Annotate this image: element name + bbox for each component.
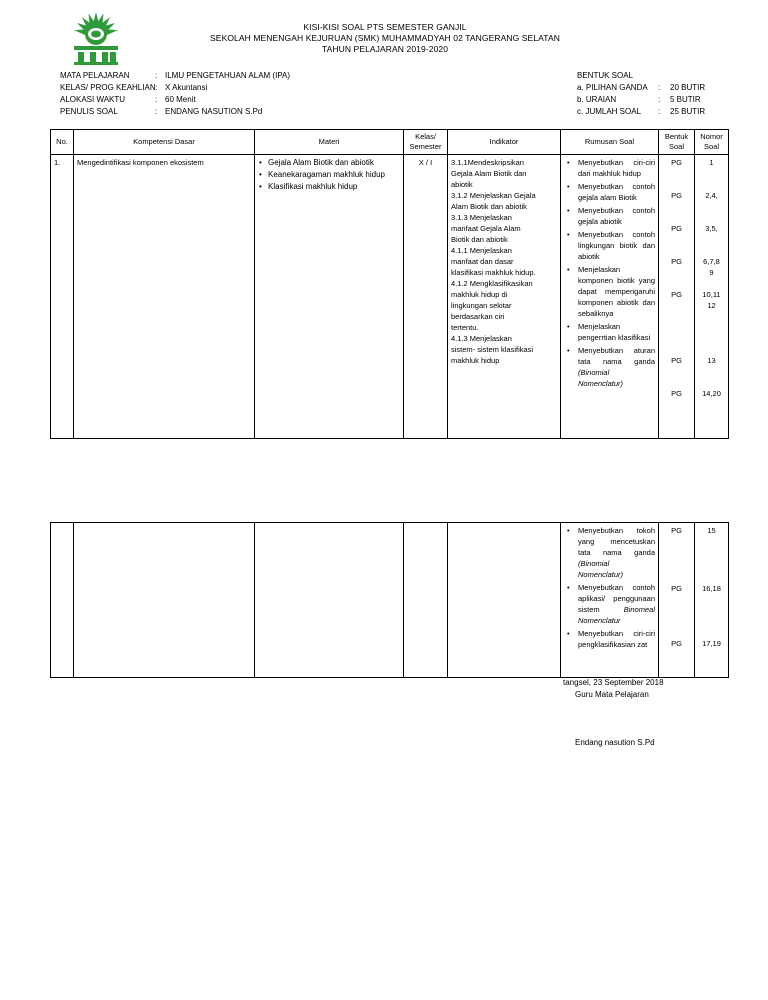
meta-value: 60 Menit: [165, 95, 196, 104]
nomor-value: 6,7,8: [703, 257, 720, 266]
list-item: • Menjelaskan pengerrtian klasifikasi: [578, 321, 655, 343]
meta-colon: :: [155, 107, 158, 116]
rumusan-italic: (Binomial Nomenclatur): [578, 559, 624, 579]
summary-title: BENTUK SOAL: [577, 71, 634, 80]
question-grid-table-continued: [50, 522, 729, 678]
meta-row: [60, 82, 290, 94]
list-item: • Menyebutkan ciri-ciri dari makhluk hidup: [578, 157, 655, 179]
bentuk-value: PG: [671, 191, 682, 200]
list-item: • Gejala Alam Biotik dan abiotik: [268, 157, 400, 169]
indikator-line: berdasarkan ciri: [451, 312, 505, 321]
indikator-line: manfaat Gejala Alam: [451, 224, 521, 233]
rumusan-italic: Binomeal Nomenclatur: [578, 605, 655, 625]
cell-indikator: [448, 155, 561, 439]
col-header-rumusan: Rumusan Soal: [561, 130, 659, 155]
summary-key: b. URAIAN: [577, 95, 617, 104]
meta-value: ENDANG NASUTION S.Pd: [165, 107, 263, 116]
meta-colon: :: [155, 95, 158, 104]
nomor-value: 10,11: [702, 290, 721, 299]
cell-materi: [255, 523, 404, 678]
nomor-value: 13: [707, 356, 716, 365]
school-logo: [60, 10, 132, 66]
materi-list: [258, 157, 400, 193]
bentuk-value: PG: [671, 290, 682, 299]
rumusan-list: [564, 157, 655, 389]
nomor-value: 15: [707, 526, 716, 535]
indikator-line: 4.1.2 Mengklasifikasikan: [451, 279, 533, 288]
col-header-indikator: Indikator: [448, 130, 561, 155]
meta-value: ILMU PENGETAHUAN ALAM (IPA): [165, 71, 291, 80]
document-header: [190, 22, 580, 55]
bentuk-value: PG: [671, 224, 682, 233]
cell-kelas: [404, 523, 448, 678]
nomor-value: 1: [709, 158, 714, 167]
col-header-kelas-2: Semester: [409, 142, 442, 151]
indikator-line: Gejala Alam Biotik dan: [451, 169, 527, 178]
summary-row: [577, 106, 705, 118]
meta-key: PENULIS SOAL: [60, 107, 118, 116]
indikator-line: 4.1.3 Menjelaskan: [451, 334, 512, 343]
signature-role: Guru Mata Pelajaran: [575, 690, 649, 699]
summary-value: 5 BUTIR: [670, 95, 701, 104]
cell-nomor: [695, 523, 729, 678]
indikator-line: 3.1.1Mendeskripsikan: [451, 158, 524, 167]
indikator-line: klasifikasi makhluk hidup.: [451, 268, 536, 277]
meta-colon: :: [155, 71, 158, 80]
bentuk-value: PG: [671, 257, 682, 266]
col-header-kd: Kompetensi Dasar: [74, 130, 255, 155]
col-header-kelas-1: Kelas/: [415, 132, 436, 141]
col-header-bentuk: [659, 130, 695, 155]
cell-bentuk: [659, 523, 695, 678]
indikator-line: Alam Biotik dan abiotik: [451, 202, 527, 211]
summary-colon: :: [658, 107, 661, 116]
col-header-materi: Materi: [255, 130, 404, 155]
bentuk-value: PG: [671, 389, 682, 398]
signature-place-date: tangsel, 23 September 2018: [563, 678, 664, 687]
bentuk-value: PG: [671, 356, 682, 365]
list-item: [578, 345, 655, 389]
bentuk-value: PG: [671, 584, 682, 593]
header-line-1: KISI-KISI SOAL PTS SEMESTER GANJIL: [303, 22, 467, 32]
col-header-no: No.: [51, 130, 74, 155]
indikator-line: makhluk hidup di: [451, 290, 508, 299]
list-item: • Menyebutkan contoh gejala alam Biotik: [578, 181, 655, 203]
indikator-line: 3.1.3 Menjelaskan: [451, 213, 512, 222]
list-item: • Menyebutkan contoh gejala abiotik: [578, 205, 655, 227]
summary-key: c. JUMLAH SOAL: [577, 107, 642, 116]
cell-no: [51, 523, 74, 678]
indikator-line: manfaat dan dasar: [451, 257, 514, 266]
cell-rumusan: [561, 155, 659, 439]
meta-row: [60, 106, 290, 118]
rumusan-italic: (Binomial Nomenclatur): [578, 368, 624, 388]
rumusan-text: Menyebutkan tokoh yang mencetuskan tata nama ganda: [578, 526, 655, 557]
meta-key: MATA PELAJARAN: [60, 71, 130, 80]
col-header-nomor-1: Nomor: [700, 132, 723, 141]
nomor-value: 12: [707, 301, 716, 310]
meta-row: [60, 70, 290, 82]
table-row: [51, 155, 729, 439]
bentuk-value: PG: [671, 158, 682, 167]
indikator-line: lingkungan sekitar: [451, 301, 512, 310]
bentuk-value: PG: [671, 639, 682, 648]
cell-indikator: [448, 523, 561, 678]
col-header-nomor: [695, 130, 729, 155]
list-item: • Menjelaskan komponen biotik yang dapat mempengaruhi komponen abiotik dan sebaliknya: [578, 264, 655, 319]
cell-rumusan: [561, 523, 659, 678]
table-row: [51, 523, 729, 678]
list-item: [578, 525, 655, 580]
question-type-summary: [577, 70, 705, 118]
nomor-value: 2,4,: [705, 191, 718, 200]
summary-value: 25 BUTIR: [670, 107, 706, 116]
nomor-value: 16,18: [702, 584, 721, 593]
meta-value: X Akuntansi: [165, 83, 208, 92]
summary-key: a. PILIHAN GANDA: [577, 83, 648, 92]
col-header-bentuk-1: Bentuk: [664, 132, 689, 141]
list-item: • Klasifikasi makhluk hidup: [268, 181, 400, 193]
meta-colon: :: [155, 83, 158, 92]
rumusan-list: [564, 525, 655, 650]
meta-key: KELAS/ PROG KEAHLIAN: [60, 83, 156, 92]
rumusan-text: Menyebutkan contoh aplikasi/ penggunaan sistem: [578, 583, 655, 614]
meta-info: [60, 70, 290, 118]
cell-materi: [255, 155, 404, 439]
indikator-line: 3.1.2 Menjelaskan Gejala: [451, 191, 536, 200]
summary-colon: :: [658, 95, 661, 104]
col-header-nomor-2: Soal: [703, 142, 719, 151]
nomor-value: 3,5,: [705, 224, 718, 233]
header-line-3: TAHUN PELAJARAN 2019-2020: [321, 44, 449, 54]
bentuk-value: PG: [671, 526, 682, 535]
indikator-line: tertentu.: [451, 323, 479, 332]
summary-value: 20 BUTIR: [670, 83, 706, 92]
cell-nomor: [695, 155, 729, 439]
meta-key: ALOKASI WAKTU: [60, 95, 126, 104]
indikator-line: Biotik dan abiotik: [451, 235, 508, 244]
cell-no: 1.: [51, 155, 74, 439]
signature-name: Endang nasution S.Pd: [575, 738, 655, 747]
indikator-line: makhluk hidup: [451, 356, 500, 365]
cell-kelas: X / I: [404, 155, 448, 439]
col-header-bentuk-2: Soal: [668, 142, 684, 151]
indikator-line: 4.1.1 Menjelaskan: [451, 246, 512, 255]
summary-row: [577, 82, 705, 94]
cell-kd: [74, 523, 255, 678]
rumusan-text: Menyebutkan aturan tata nama ganda: [578, 346, 655, 366]
summary-colon: :: [658, 83, 661, 92]
col-header-kelas: [404, 130, 448, 155]
list-item: • Menyebutkan ciri-ciri pengklasifikasian zat: [578, 628, 655, 650]
cell-bentuk: [659, 155, 695, 439]
summary-row: [577, 94, 705, 106]
question-grid-table: [50, 129, 729, 439]
list-item: • Menyebutkan contoh lingkungan biotik dan abiotik: [578, 229, 655, 262]
list-item: [578, 582, 655, 626]
table-header-row: [51, 130, 729, 155]
nomor-value: 9: [709, 268, 714, 277]
header-line-2: SEKOLAH MENENGAH KEJURUAN (SMK) MUHAMMADYAH 02 TANGERANG SELATAN: [210, 33, 560, 43]
nomor-value: 17,19: [702, 639, 721, 648]
nomor-value: 14,20: [702, 389, 721, 398]
cell-kd: Mengedintifikasi komponen ekosistem: [74, 155, 255, 439]
list-item: • Keanekaragaman makhluk hidup: [268, 169, 400, 181]
meta-row: [60, 94, 290, 106]
indikator-line: abiotik: [451, 180, 473, 189]
indikator-line: sistem- sistem klasifikasi: [451, 345, 534, 354]
